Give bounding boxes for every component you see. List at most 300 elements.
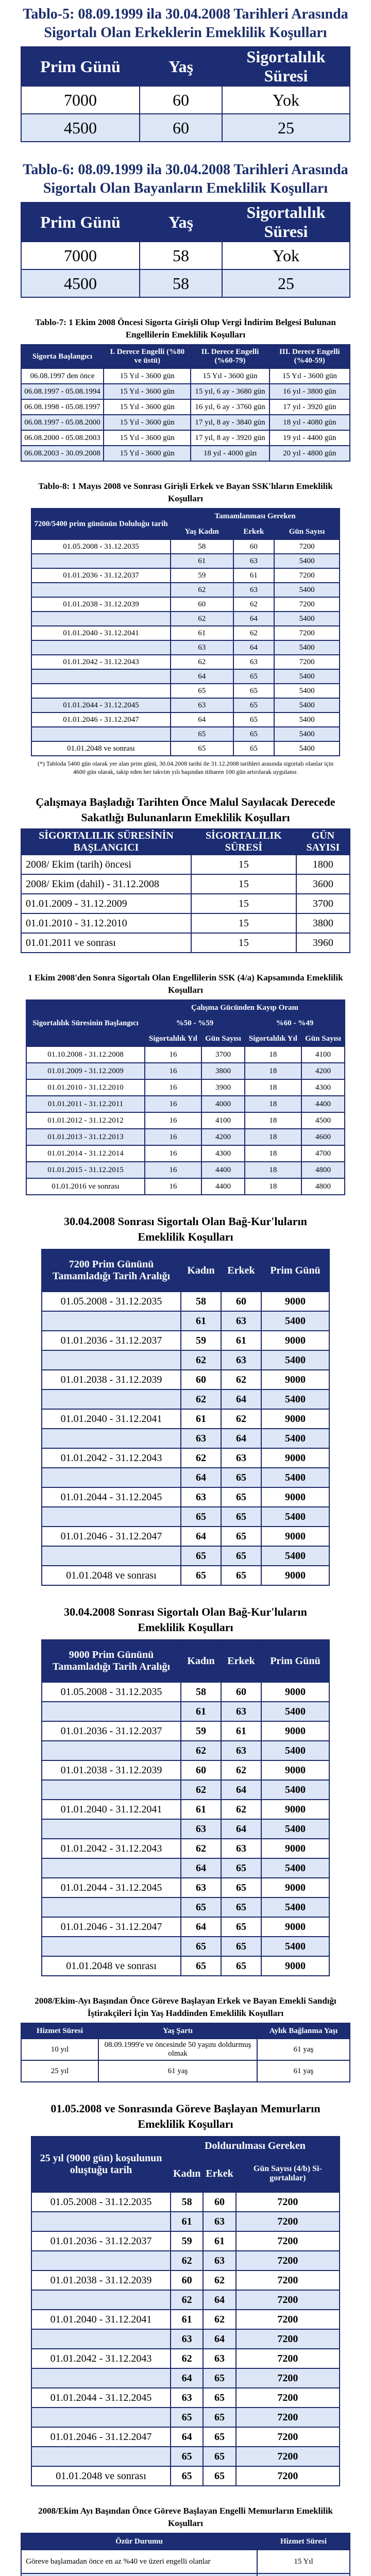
cell bbox=[31, 684, 171, 698]
table-row bbox=[21, 2060, 350, 2082]
table-5-section bbox=[21, 0, 350, 142]
cell: 63 bbox=[181, 1429, 221, 1448]
cell bbox=[42, 1468, 181, 1487]
cell bbox=[31, 727, 171, 741]
table-row bbox=[21, 86, 350, 114]
cell: 01.01.2036 - 31.12.2037 bbox=[31, 568, 171, 583]
cell: 61 bbox=[171, 2212, 203, 2231]
cell bbox=[31, 2251, 171, 2270]
cell: 65 bbox=[171, 2466, 203, 2486]
cell: 7200 bbox=[274, 626, 340, 640]
cell: 63 bbox=[181, 1487, 221, 1507]
table-header: Tamamlanması Gereken bbox=[171, 509, 340, 524]
cell: 01.01.2038 - 31.12.2039 bbox=[42, 1370, 181, 1389]
cell: 60 bbox=[140, 86, 222, 114]
cell: 5400 bbox=[274, 713, 340, 727]
table-row bbox=[21, 894, 350, 913]
cell: 63 bbox=[221, 1311, 261, 1331]
cell: 4500 bbox=[301, 1112, 345, 1129]
table-row bbox=[42, 1721, 329, 1741]
table-row bbox=[42, 1741, 329, 1760]
cell: 01.01.2048 ve sonrası bbox=[42, 1956, 181, 1976]
table-row bbox=[21, 855, 350, 874]
cell: 9000 bbox=[261, 1370, 329, 1389]
cell: 5400 bbox=[261, 1468, 329, 1487]
table-row bbox=[26, 1063, 345, 1079]
table-row bbox=[42, 1956, 329, 1976]
cell: 63 bbox=[221, 1350, 261, 1370]
cell bbox=[42, 1741, 181, 1760]
table-10-title: 1 Ekim 2008'den Sonra Sigortalı Olan Engellilerin SSK (4/a) Kapsamında Emeklilik Koşulları bbox=[28, 973, 343, 995]
cell: 7200 bbox=[236, 2329, 340, 2349]
table-row bbox=[21, 2039, 350, 2060]
cell: 61 bbox=[181, 1311, 221, 1331]
cell: 65 bbox=[221, 1937, 261, 1956]
cell: 5400 bbox=[261, 1429, 329, 1448]
table-row bbox=[42, 1917, 329, 1937]
cell: 61 bbox=[171, 554, 233, 568]
cell: 62 bbox=[203, 2270, 235, 2290]
cell: 61 bbox=[221, 1721, 261, 1741]
cell: 15 bbox=[191, 855, 296, 874]
cell: 01.01.2044 - 31.12.2045 bbox=[42, 1878, 181, 1897]
table-header: Sigortalılık Yıl bbox=[145, 1031, 201, 1046]
cell: 60 bbox=[221, 1292, 261, 1311]
cell bbox=[42, 1311, 181, 1331]
table-header: Prim Günü bbox=[261, 1640, 329, 1682]
cell: 01.01.2009 - 31.12.2009 bbox=[26, 1063, 145, 1079]
cell: 01.01.2044 - 31.12.2045 bbox=[31, 698, 171, 713]
cell: Göreve başlamadan önce en az %40 ve üzeri engelli olanlar bbox=[21, 2550, 257, 2573]
cell: 9000 bbox=[261, 1682, 329, 1702]
cell: 18 bbox=[245, 1096, 301, 1112]
cell: 64 bbox=[181, 1468, 221, 1487]
cell: 65 bbox=[171, 741, 233, 756]
table-header: Hizmet Süresi bbox=[257, 2533, 350, 2550]
cell: 06.08.1998 - 05.08.1997 bbox=[21, 399, 104, 415]
table-row bbox=[42, 1878, 329, 1897]
cell: 16 bbox=[145, 1129, 201, 1145]
table-row bbox=[21, 2550, 350, 2573]
cell: 5400 bbox=[274, 669, 340, 684]
table-12 bbox=[41, 1639, 330, 1976]
cell: 61 yaş bbox=[257, 2060, 350, 2082]
cell: 63 bbox=[181, 1878, 221, 1897]
table-row bbox=[42, 1546, 329, 1566]
cell: 25 bbox=[222, 269, 350, 297]
table-header: SİGORTALILIK SÜRESİNİN BAŞLANGICI bbox=[21, 829, 191, 855]
cell bbox=[42, 1546, 181, 1566]
cell: 01.01.2011 - 31.12.2011 bbox=[26, 1096, 145, 1112]
cell: 58 bbox=[140, 242, 222, 269]
cell: 62 bbox=[181, 1350, 221, 1370]
cell: 5400 bbox=[274, 554, 340, 568]
table-header: Yaş Şartı bbox=[98, 2023, 257, 2039]
cell: 7200 bbox=[236, 2212, 340, 2231]
table-header: %60 - %49 bbox=[245, 1015, 345, 1031]
cell: 15 Yıl - 3600 gün bbox=[104, 415, 191, 430]
table-row bbox=[21, 2573, 350, 2576]
cell: 64 bbox=[203, 2329, 235, 2349]
cell: 4200 bbox=[301, 1063, 345, 1079]
cell: 18 bbox=[245, 1162, 301, 1178]
table-row bbox=[31, 2388, 340, 2408]
cell: 01.01.2040 - 31.12.2041 bbox=[42, 1800, 181, 1819]
cell bbox=[257, 2573, 350, 2576]
table-11 bbox=[41, 1249, 330, 1586]
cell: 65 bbox=[221, 1546, 261, 1566]
table-header: Gün Sayısı bbox=[201, 1031, 245, 1046]
cell: 3700 bbox=[201, 1046, 245, 1063]
table-row bbox=[31, 583, 340, 597]
table-row bbox=[31, 568, 340, 583]
table-header: Erkek bbox=[221, 1249, 261, 1292]
cell: 9000 bbox=[261, 1331, 329, 1350]
cell: 01.01.2042 - 31.12.2043 bbox=[31, 2349, 171, 2368]
cell: 9000 bbox=[261, 1878, 329, 1897]
table-7-section bbox=[21, 316, 350, 462]
table-6-title: Tablo-6: 08.09.1999 ila 30.04.2008 Tarihleri Arasında Sigortalı Olan Bayanların Emeklilik Koşulları bbox=[23, 162, 348, 196]
cell: 61 bbox=[181, 1800, 221, 1819]
cell: 01.01.2013 - 31.12.2013 bbox=[26, 1129, 145, 1145]
cell: 01.05.2008 - 31.12.2035 bbox=[42, 1682, 181, 1702]
cell: 01.01.2042 - 31.12.2043 bbox=[31, 655, 171, 669]
cell: 65 bbox=[221, 1566, 261, 1585]
cell: 15 bbox=[191, 913, 296, 933]
cell bbox=[31, 2368, 171, 2388]
cell: 06.08.1997 - 05.08.2000 bbox=[21, 415, 104, 430]
cell: 58 bbox=[140, 269, 222, 297]
cell: 63 bbox=[171, 698, 233, 713]
cell: 15 bbox=[191, 894, 296, 913]
cell bbox=[31, 2408, 171, 2427]
table-row bbox=[31, 2231, 340, 2251]
cell: 9000 bbox=[261, 1566, 329, 1585]
cell bbox=[42, 1819, 181, 1839]
cell: 16 bbox=[145, 1096, 201, 1112]
cell bbox=[31, 583, 171, 597]
table-header: Sigortalılık Süresinin Başlangıcı bbox=[26, 1000, 145, 1046]
table-row bbox=[42, 1839, 329, 1858]
table-header: Çalışma Gücünden Kayıp Oranı bbox=[145, 1000, 345, 1015]
cell: 3900 bbox=[201, 1079, 245, 1096]
table-row bbox=[42, 1468, 329, 1487]
cell: 4700 bbox=[301, 1145, 345, 1162]
table-row bbox=[42, 1566, 329, 1585]
cell: 08.09.1999'e ve öncesinde 50 yaşını doldurmuş olmak bbox=[98, 2039, 257, 2060]
cell: 65 bbox=[233, 741, 275, 756]
cell: 18 yıl - 4080 gün bbox=[269, 415, 350, 430]
table-15-section bbox=[21, 2505, 350, 2576]
cell: 06.08.2000 - 05.08.2003 bbox=[21, 430, 104, 446]
table-row bbox=[42, 1527, 329, 1546]
cell: 01.01.2015 - 31.12.2015 bbox=[26, 1162, 145, 1178]
table-row bbox=[31, 2212, 340, 2231]
cell: 63 bbox=[203, 2212, 235, 2231]
table-header: III. Derece Engelli (%40-59) bbox=[269, 345, 350, 368]
cell: 25 bbox=[222, 114, 350, 142]
cell: 01.01.2044 - 31.12.2045 bbox=[42, 1487, 181, 1507]
cell: 01.01.2009 - 31.12.2009 bbox=[21, 894, 191, 913]
cell: 7200 bbox=[236, 2368, 340, 2388]
cell bbox=[42, 1780, 181, 1800]
table-row bbox=[42, 1937, 329, 1956]
cell: 3800 bbox=[201, 1063, 245, 1079]
table-header: 9000 Prim Gününü Tamamladığı Tarih Aralığı bbox=[42, 1640, 181, 1682]
cell: 60 bbox=[171, 597, 233, 612]
table-header: Aylık Bağlanma Yaşı bbox=[257, 2023, 350, 2039]
cell: 3600 bbox=[296, 874, 350, 894]
table-row bbox=[31, 2447, 340, 2466]
cell: 62 bbox=[221, 1370, 261, 1389]
table-header: 25 yıl (9000 gün) koşulunun oluştuğu tarih bbox=[31, 2137, 171, 2192]
cell: 01.01.2012 - 31.12.2012 bbox=[26, 1112, 145, 1129]
cell: 63 bbox=[203, 2251, 235, 2270]
cell: 65 bbox=[203, 2427, 235, 2447]
cell: 4300 bbox=[201, 1145, 245, 1162]
table-row bbox=[42, 1292, 329, 1311]
cell: 15 Yıl - 3600 gün bbox=[104, 430, 191, 446]
table-7 bbox=[21, 344, 350, 462]
table-header: Kadın bbox=[181, 1640, 221, 1682]
table-header: GÜN SAYISI bbox=[296, 829, 350, 855]
cell: 5400 bbox=[274, 727, 340, 741]
table-row bbox=[21, 384, 350, 399]
cell: 62 bbox=[171, 2290, 203, 2310]
table-header: Gün Sayısı (4/b) Si-gortalılar) bbox=[236, 2155, 340, 2192]
cell: 65 bbox=[221, 1468, 261, 1487]
cell: 64 bbox=[171, 669, 233, 684]
cell: 2008/ Ekim (dahil) - 31.12.2008 bbox=[21, 874, 191, 894]
table-row bbox=[42, 1409, 329, 1429]
table-row bbox=[42, 1780, 329, 1800]
cell: 4800 bbox=[301, 1162, 345, 1178]
table-row bbox=[26, 1145, 345, 1162]
cell: 64 bbox=[181, 1917, 221, 1937]
cell: 16 bbox=[145, 1112, 201, 1129]
cell: 63 bbox=[233, 554, 275, 568]
table-row bbox=[31, 2329, 340, 2349]
cell: 60 bbox=[221, 1682, 261, 1702]
cell: 61 bbox=[221, 1331, 261, 1350]
cell bbox=[31, 2329, 171, 2349]
cell: 62 bbox=[221, 1760, 261, 1780]
cell bbox=[31, 554, 171, 568]
table-8-section bbox=[31, 480, 340, 776]
cell: 64 bbox=[221, 1780, 261, 1800]
cell: 4300 bbox=[301, 1079, 345, 1096]
cell: 5400 bbox=[261, 1702, 329, 1721]
cell: 5400 bbox=[274, 741, 340, 756]
table-row bbox=[31, 684, 340, 698]
cell: 7200 bbox=[274, 539, 340, 554]
cell: 01.05.2008 - 31.12.2035 bbox=[31, 539, 171, 554]
cell: 64 bbox=[221, 1429, 261, 1448]
cell: 58 bbox=[171, 2192, 203, 2212]
table-15 bbox=[21, 2533, 350, 2576]
cell: 9000 bbox=[261, 1800, 329, 1819]
table-header: Sigortalılık Süresi bbox=[222, 202, 350, 242]
table-row bbox=[31, 640, 340, 655]
cell: 60 bbox=[171, 2270, 203, 2290]
table-row bbox=[42, 1702, 329, 1721]
table-row bbox=[31, 597, 340, 612]
table-header: Özür Durumu bbox=[21, 2533, 257, 2550]
table-header: Yaş Kadın bbox=[171, 524, 233, 539]
cell: 9000 bbox=[261, 1409, 329, 1429]
cell: 18 bbox=[245, 1063, 301, 1079]
cell: 4400 bbox=[201, 1178, 245, 1195]
table-row bbox=[31, 626, 340, 640]
cell: 01.01.2036 - 31.12.2037 bbox=[31, 2231, 171, 2251]
table-header: Gün Sayısı bbox=[274, 524, 340, 539]
cell: 06.08.2003 - 30.09.2008 bbox=[21, 446, 104, 461]
cell: 7200 bbox=[236, 2349, 340, 2368]
cell: 4200 bbox=[201, 1129, 245, 1145]
cell: 63 bbox=[221, 1741, 261, 1760]
table-row bbox=[21, 933, 350, 953]
table-13-section bbox=[21, 1995, 350, 2082]
table-row bbox=[31, 612, 340, 626]
table-14 bbox=[31, 2136, 340, 2486]
table-row bbox=[42, 1682, 329, 1702]
cell: 01.01.2011 ve sonrası bbox=[21, 933, 191, 953]
cell: 5400 bbox=[261, 1741, 329, 1760]
cell: 19 yıl - 4400 gün bbox=[269, 430, 350, 446]
cell: 3960 bbox=[296, 933, 350, 953]
cell: 64 bbox=[181, 1527, 221, 1546]
table-header: II. Derece Engelli (%60-79) bbox=[191, 345, 269, 368]
cell: 16 bbox=[145, 1063, 201, 1079]
table-row bbox=[31, 669, 340, 684]
table-row bbox=[31, 698, 340, 713]
cell: 01.01.2040 - 31.12.2041 bbox=[31, 2310, 171, 2329]
cell: 5400 bbox=[274, 640, 340, 655]
table-header: Sigorta Başlangıcı bbox=[21, 345, 104, 368]
cell: 63 bbox=[233, 655, 275, 669]
cell: 17 yıl - 3920 gün bbox=[269, 399, 350, 415]
table-row bbox=[26, 1178, 345, 1195]
cell: 18 bbox=[245, 1129, 301, 1145]
cell: 9000 bbox=[261, 1487, 329, 1507]
cell: 01.01.2038 - 31.12.2039 bbox=[31, 597, 171, 612]
table-9 bbox=[21, 828, 350, 953]
cell: 60 bbox=[181, 1370, 221, 1389]
cell: 5400 bbox=[261, 1780, 329, 1800]
table-row bbox=[42, 1897, 329, 1917]
cell: 06.08.1997 - 05.08.1994 bbox=[21, 384, 104, 399]
cell bbox=[42, 1389, 181, 1409]
cell bbox=[31, 669, 171, 684]
cell: 15 bbox=[191, 874, 296, 894]
table-row bbox=[21, 269, 350, 297]
cell: 61 bbox=[171, 2310, 203, 2329]
table-row bbox=[21, 242, 350, 269]
cell: 62 bbox=[171, 655, 233, 669]
cell: 65 bbox=[221, 1956, 261, 1976]
cell: 01.10.2008 - 31.12.2008 bbox=[26, 1046, 145, 1063]
cell: 62 bbox=[171, 583, 233, 597]
table-row bbox=[31, 2368, 340, 2388]
cell: 5400 bbox=[261, 1819, 329, 1839]
cell: 61 bbox=[203, 2231, 235, 2251]
cell: 63 bbox=[171, 2329, 203, 2349]
cell: 4000 bbox=[201, 1096, 245, 1112]
cell: 65 bbox=[203, 2466, 235, 2486]
cell: 15 Yıl - 3600 gün bbox=[269, 368, 350, 384]
table-row bbox=[42, 1331, 329, 1350]
table-8-title: Tablo-8: 1 Mayıs 2008 ve Sonrası Girişli Erkek ve Bayan SSK'lıların Emeklilik Koşulları bbox=[38, 481, 333, 503]
table-15-title: 2008/Ekim Ayı Başından Önce Göreve Başlayan Engelli Memurların Emeklilik Koşulları bbox=[38, 2506, 333, 2528]
cell bbox=[31, 2212, 171, 2231]
cell: 62 bbox=[181, 1839, 221, 1858]
table-row bbox=[31, 741, 340, 756]
cell: 5400 bbox=[274, 612, 340, 626]
cell: 64 bbox=[181, 1858, 221, 1878]
cell: 64 bbox=[233, 612, 275, 626]
cell: 64 bbox=[171, 2427, 203, 2447]
cell: 01.01.2016 ve sonrası bbox=[26, 1178, 145, 1195]
table-row bbox=[26, 1079, 345, 1096]
cell: 9000 bbox=[261, 1292, 329, 1311]
table-row bbox=[31, 2408, 340, 2427]
cell: 9000 bbox=[261, 1527, 329, 1546]
cell: 65 bbox=[233, 713, 275, 727]
cell bbox=[42, 1858, 181, 1878]
cell: 65 bbox=[203, 2447, 235, 2466]
cell: 7200 bbox=[236, 2408, 340, 2427]
table-row bbox=[31, 2192, 340, 2212]
table-row bbox=[31, 2290, 340, 2310]
table-row bbox=[31, 2427, 340, 2447]
cell: 62 bbox=[181, 1780, 221, 1800]
table-header: Sigortalılık Yıl bbox=[245, 1031, 301, 1046]
cell: 61 bbox=[171, 626, 233, 640]
table-row bbox=[42, 1350, 329, 1370]
cell: 65 bbox=[233, 698, 275, 713]
table-9-title: Çalışmaya Başladığı Tarihten Önce Malul Sayılacak Derecede Sakatlığı Bulunanların Emeklilik Koşulları bbox=[36, 795, 335, 824]
table-row bbox=[31, 554, 340, 568]
cell: 62 bbox=[181, 1448, 221, 1468]
table-14-title: 01.05.2008 ve Sonrasında Göreve Başlayan Memurların Emeklilik Koşulları bbox=[50, 2102, 321, 2130]
cell: 65 bbox=[221, 1487, 261, 1507]
cell: 01.01.2040 - 31.12.2041 bbox=[42, 1409, 181, 1429]
cell: 5400 bbox=[274, 684, 340, 698]
cell: 61 yaş bbox=[257, 2039, 350, 2060]
cell: 7200 bbox=[236, 2192, 340, 2212]
cell: 01.01.2046 - 31.12.2047 bbox=[42, 1917, 181, 1937]
cell: 15 Yıl - 3600 gün bbox=[104, 399, 191, 415]
cell: 61 bbox=[181, 1409, 221, 1429]
table-row bbox=[31, 2270, 340, 2290]
table-row bbox=[21, 114, 350, 142]
table-10 bbox=[26, 999, 345, 1195]
table-header: %50 - %59 bbox=[145, 1015, 245, 1031]
table-row bbox=[31, 2349, 340, 2368]
cell: 20 yıl - 4800 gün bbox=[269, 446, 350, 461]
cell: 9000 bbox=[261, 1721, 329, 1741]
cell: 01.05.2008 - 31.12.2035 bbox=[31, 2192, 171, 2212]
cell: 7200 bbox=[236, 2231, 340, 2251]
table-8-note: (*) Tabloda 5400 gün olarak yer alan prim günü, 30.04.2008 tarihi ile 31.12.2008 tarihleri arasında sigortalı olanlar için 4600 gün olarak, takip eden her takvim yılı başından itibaren 100 gün artırılarak uygulanır. bbox=[37, 760, 334, 775]
cell: 4500 bbox=[21, 114, 140, 142]
cell: 64 bbox=[203, 2290, 235, 2310]
table-row bbox=[31, 727, 340, 741]
table-row bbox=[42, 1429, 329, 1448]
cell: 60 bbox=[233, 539, 275, 554]
cell: 5400 bbox=[261, 1897, 329, 1917]
cell: 65 bbox=[221, 1507, 261, 1527]
